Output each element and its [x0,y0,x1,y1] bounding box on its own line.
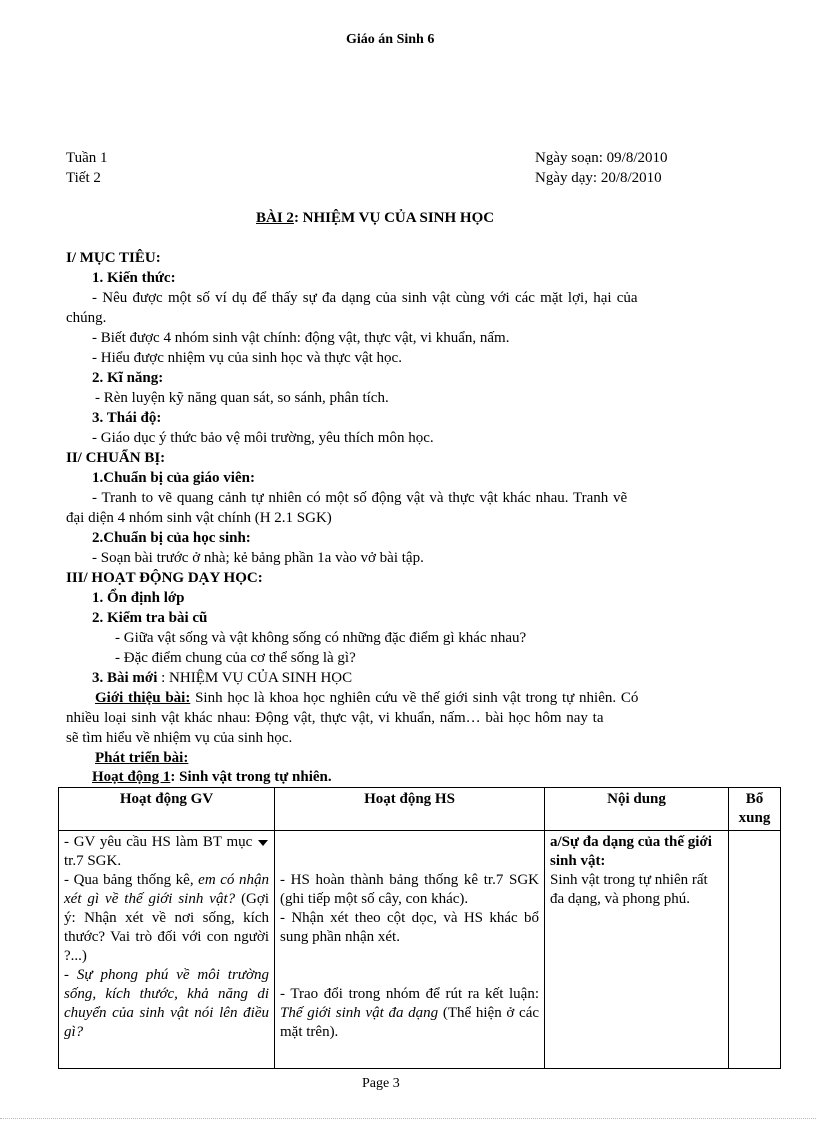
section-preparation-heading: II/ CHUẨN BỊ: [66,450,166,466]
skills-heading: 2. Kĩ năng: [92,370,164,386]
teacher-prep-item: - Tranh to vẽ quang cảnh tự nhiên có một số động vật và thực vật khác nhau. Tranh vẽ [92,490,628,506]
teacher-step [64,833,269,871]
teacher-prep-heading: 1.Chuẩn bị của giáo viên: [92,470,255,486]
teacher-step-text: - Qua bảng thống kê, [64,872,199,888]
page-bottom-rule [0,1118,816,1119]
teacher-step: - Sự phong phú về môi trường sống, kích thước, khả năng di chuyển của sinh vật nói lên điều gì? [64,967,269,1040]
activity-table [58,787,781,1069]
skills-item: - Rèn luyện kỹ năng quan sát, so sánh, phân tích. [95,390,389,406]
teacher-step [64,871,269,966]
teacher-prep-item-cont: đại diện 4 nhóm sinh vật chính (H 2.1 SGK) [66,510,332,526]
knowledge-item-cont: chúng. [66,310,107,326]
student-step: - HS hoàn thành bảng thống kê tr.7 SGK (ghi tiếp một số cây, con khác). [280,872,539,907]
student-step [280,985,539,1042]
student-step-text: (Thể hiện ở các mặt trên). [280,1005,540,1040]
develop-label: Phát triển bài: [95,750,189,766]
new-lesson-title: : NHIỆM VỤ CỦA SINH HỌC [157,670,353,686]
activity-title: : Sinh vật trong tự nhiên. [170,769,332,785]
intro-line: nhiều loại sinh vật khác nhau: Động vật, thực vật, vi khuẩn, nấm… bài học hôm nay ta [66,710,604,726]
knowledge-item: - Nêu được một số ví dụ để thấy sự đa dạng của sinh vật cùng với các mặt lợi, hại của [92,290,638,306]
student-prep-heading: 2.Chuẩn bị của học sinh: [92,530,251,546]
activity-heading [92,767,332,787]
content-cell [545,831,729,1069]
activity-label: Hoạt động 1 [92,769,171,785]
page-number: Page 3 [362,1076,400,1091]
lesson-name: : NHIỆM VỤ CỦA SINH HỌC [293,210,495,226]
teacher-step-text: tr.7 SGK. [64,853,122,869]
review-question: - Đặc điểm chung của cơ thể sống là gì? [115,650,356,666]
knowledge-item: - Hiểu được nhiệm vụ của sinh học và thực vật học. [92,350,402,366]
notes-cell [729,831,781,1069]
prep-date: Ngày soạn: 09/8/2010 [535,150,668,166]
section-activities-heading: III/ HOẠT ĐỘNG DẠY HỌC: [66,570,263,586]
col-header-content: Nội dung [545,788,729,831]
col-header-notes: Bổ xung [729,788,781,831]
teacher-step-question: em có nhận xét gì về thế giới sinh vật? [64,872,269,907]
section-objectives-heading: I/ MỤC TIÊU: [66,250,161,266]
page-header-title: Giáo án Sinh 6 [346,32,435,47]
step-class-management: 1. Ổn định lớp [92,590,185,606]
lesson-number: BÀI 2 [256,210,294,226]
teacher-step-hint: (Gợi ý: Nhận xét về nơi sống, kích thước? Vai trò đối với con người ?...) [64,891,269,964]
student-prep-item: - Soạn bài trước ở nhà; kẻ bảng phần 1a vào vở bài tập. [92,550,424,566]
intro-label: Giới thiệu bài: [95,690,191,706]
table-header-row [59,788,781,831]
teacher-activity-cell [59,831,275,1069]
table-row [59,831,781,1069]
teacher-step-text: - GV yêu cầu HS làm BT mục [64,834,253,850]
period-label: Tiết 2 [66,170,101,186]
intro-text: Sinh học là khoa học nghiên cứu về thế giới sinh vật trong tự nhiên. Có [190,690,639,706]
new-lesson-label: 3. Bài mới [92,670,158,686]
student-step-text: - Trao đổi trong nhóm để rút ra kết luận: [280,986,539,1002]
content-body: Sinh vật trong tự nhiên rất đa dạng, và phong phú. [550,872,708,907]
student-step-conclusion: Thế giới sinh vật đa dạng [280,1005,439,1021]
intro-line [95,688,638,708]
step-new-lesson [92,668,352,688]
step-review: 2. Kiểm tra bài cũ [92,610,208,626]
knowledge-item: - Biết được 4 nhóm sinh vật chính: động vật, thực vật, vi khuẩn, nấm. [92,330,510,346]
content-heading: a/Sự đa dạng của thế giới sinh vật: [550,834,712,869]
intro-line: sẽ tìm hiểu về nhiệm vụ của sinh học. [66,730,293,746]
week-label: Tuần 1 [66,150,108,166]
attitude-item: - Giáo dục ý thức bảo vệ môi trường, yêu thích môn học. [92,430,434,446]
triangle-down-icon [258,840,268,846]
review-question: - Giữa vật sống và vật không sống có những đặc điểm gì khác nhau? [115,630,527,646]
lesson-title [256,210,494,227]
knowledge-heading: 1. Kiến thức: [92,270,176,286]
student-activity-cell [275,831,545,1069]
attitude-heading: 3. Thái độ: [92,410,162,426]
teach-date: Ngày dạy: 20/8/2010 [535,170,662,186]
col-header-student: Hoạt động HS [275,788,545,831]
student-step: - Nhận xét theo cột dọc, và HS khác bổ sung phần nhận xét. [280,910,539,945]
col-header-teacher: Hoạt động GV [59,788,275,831]
